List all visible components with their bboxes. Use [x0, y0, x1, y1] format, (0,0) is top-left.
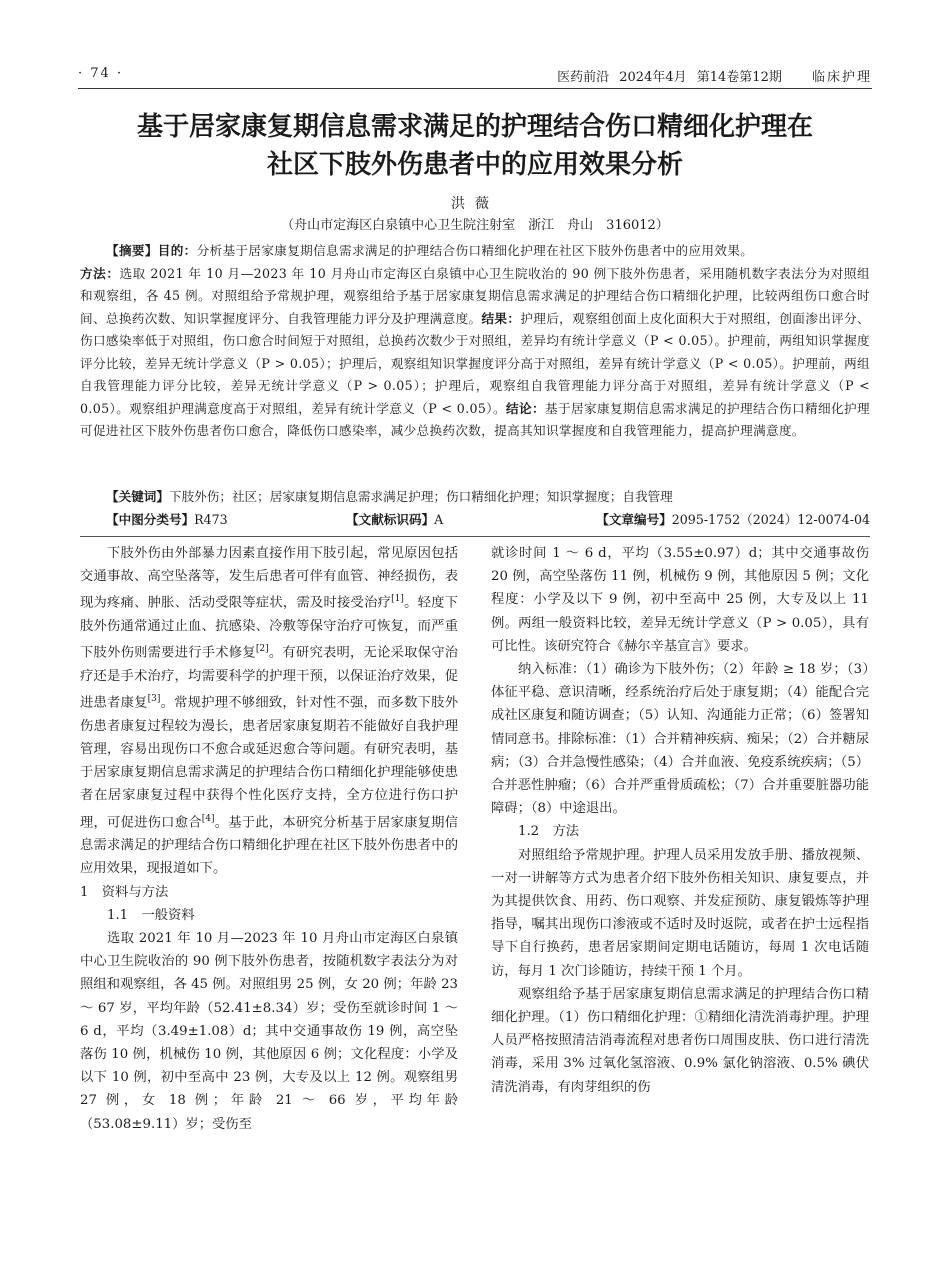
author-name: 洪薇 [451, 196, 499, 212]
control-method-paragraph: 对照组给予常规护理。护理人员采用发放手册、播放视频、一对一讲解等方式为患者介绍下肢外伤相关知识、康复要点，并为其提供饮食、用药、伤口观察、并发症预防、康复锻炼等护理指导，嘱其出现伤口渗液或不适时及时返院，或者在护士远程指导下自行换药，患者居家期间定期电话随访，每周 1 次电话随访，每月 1 次门诊随访，持续干预 1 个月。 [491, 847, 869, 979]
journal-info [551, 66, 872, 85]
citation-3: [3] [147, 694, 161, 705]
results-label: 结果： [481, 310, 521, 326]
article-number-value: 2095-1752（2024）12-0074-04 [671, 512, 870, 527]
abstract-label: 【摘要】 [106, 243, 158, 258]
general-data-continued: 就诊时间 1 ～ 6 d，平均（3.55±0.97）d；其中交通事故伤 20 例，高空坠落伤 11 例，机械伤 9 例，其他原因 5 例；文化程度：小学及以下 9 例，初中至高中 25 例，大专及以上 11 例。两组一般资料比较，差异无统计学意义（P > 0.05），具有可比性。该研究符合《赫尔辛基宣言》要求。 [491, 546, 869, 654]
abstract-divider [80, 536, 870, 537]
citation-4: [4] [201, 813, 215, 824]
doc-code-field [346, 509, 443, 528]
intro-text-5: 。基于此，本研究分析基于居家康复期信息需求满足的护理结合伤口精细化护理在社区下肢外伤患者中的应用效果，现报道如下。 [80, 814, 458, 877]
conclusion-text: 基于居家康复期信息需求满足的护理结合伤口精细化护理可促进社区下肢外伤患者伤口愈合，降低伤口感染率，减少总换药次数，提高其知识掌握度和自我管理能力，提高护理满意度。 [80, 400, 870, 438]
citation-2: [2] [255, 644, 269, 655]
issue-date: 2024年4月 [619, 70, 687, 85]
running-header [78, 64, 872, 89]
intro-text-4: 。常规护理不够细致，针对性不强，而多数下肢外伤患者康复过程较为漫长，患者居家康复期若不能做好自我护理管理，容易出现伤口不愈合或延迟愈合等问题。有研究表明，基于居家康复期信息需求满足的护理结合伤口精细化护理能够使患者在居家康复过程中获得个性化医疗支持，全方位进行伤口护理，可促进伤口愈合 [80, 695, 459, 830]
results-text: 护理后，观察组创面上皮化面积大于对照组，创面渗出评分、伤口感染率低于对照组，伤口愈合时间短于对照组，总换药次数少于对照组，差异均有统计学意义（P < 0.05）。护理前，两组知识掌握度评分比较，差异无统计学意义（P > 0.05）；护理后，观察组知识掌握度评分高于对照组，差异有统计学意义（P < 0.05）。护理前，两组自我管理能力评分比较，差异无统计学意义（P > 0.05）；护理后，观察组自我管理能力评分高于对照组，差异有统计学意义（P < 0.05）。观察组护理满意度高于对照组，差异有统计学意义（P < 0.05）。 [80, 310, 870, 416]
objective-label: 目的： [157, 243, 197, 258]
article-number-field [596, 509, 870, 528]
clc-value: R473 [194, 512, 228, 527]
issue-volume: 第14卷第12期 [696, 70, 782, 85]
body-column-right [491, 542, 869, 1099]
citation-1: [1] [391, 594, 404, 605]
article-number-label: 【文章编号】 [596, 512, 672, 527]
clc-label: 【中图分类号】 [106, 512, 195, 527]
title-line-2: 社区下肢外伤患者中的应用效果分析 [266, 150, 683, 180]
abstract [80, 240, 870, 443]
author-affiliation: （舟山市定海区白泉镇中心卫生院注射室 浙江 舟山 316012） [281, 218, 669, 233]
section-heading-1-2: 1.2 方法 [518, 824, 580, 840]
intro-text-2: 。轻度下肢外伤通常通过止血、抗感染、冷敷等保守治疗可恢复，而严重下肢外伤则需要进行手术修复 [80, 595, 459, 661]
intro-paragraph [80, 542, 458, 881]
section-heading-1-1: 1.1 一般资料 [107, 907, 195, 923]
general-data-paragraph: 选取 2021 年 10 月—2023 年 10 月舟山市定海区白泉镇中心卫生院收治的 90 例下肢外伤患者，按随机数字表法分为对照组和观察组，各 45 例。对照组男 25 例，女 20 例；年龄 23 ～ 67 岁，平均年龄（52.41±8.34）岁；受伤至就诊时间 1 ～ 6 d，平均（3.49±1.08）d；其中交通事故伤 19 例，高空坠落伤 10 例，机械伤 10 例，其他原因 6 例；文化程度：小学及以下 10 例，初中至高中 23 例，大专及以上 12 例。观察组男 27 例，女 18 例；年龄 21 ～ 66 岁，平均年龄（53.08±9.11）岁；受伤至 [80, 930, 458, 1132]
body-column-left [80, 542, 458, 1136]
intro-text-3: 。有研究表明，无论采取保守治疗还是手术治疗，均需要科学的护理干预，以保证治疗效果，促进患者康复 [80, 645, 459, 711]
intro-text-1: 下肢外伤由外部暴力因素直接作用下肢引起，常见原因包括交通事故、高空坠落等，发生后患者可伴有血管、神经损伤，表现为疼痛、肿胀、活动受限等症状，需及时接受治疗 [80, 546, 458, 611]
keywords [106, 486, 870, 508]
page-number: · 74 · [78, 66, 124, 81]
keywords-label: 【关键词】 [106, 489, 169, 504]
section-heading-1: 1 资料与方法 [80, 884, 169, 900]
doc-code-label: 【文献标识码】 [346, 512, 435, 527]
clc-field [106, 509, 228, 528]
conclusion-label: 结论： [506, 400, 546, 416]
classification-row [106, 509, 870, 531]
journal-name: 医药前沿 [557, 70, 610, 85]
doc-code-value: A [434, 512, 444, 527]
objective-text: 分析基于居家康复期信息需求满足的护理结合伤口精细化护理在社区下肢外伤患者中的应用效果。 [196, 243, 754, 258]
methods-label: 方法： [80, 265, 120, 281]
title-line-1: 基于居家康复期信息需求满足的护理结合伤口精细化护理在 [136, 112, 813, 142]
criteria-paragraph: 纳入标准：（1）确诊为下肢外伤；（2）年龄 ≥ 18 岁；（3）体征平稳、意识清晰，经系统治疗后处于康复期；（4）能配合完成社区康复和随访调查；（5）认知、沟通能力正常；（6）签署知情同意书。排除标准：（1）合并精神疾病、痴呆；（2）合并糖尿病；（3）合并急慢性感染；（4）合并血液、免疫系统疾病；（5）合并恶性肿瘤；（6）合并严重骨质疏松；（7）合并重要脏器功能障碍；（8）中途退出。 [491, 662, 869, 817]
section-name: 临床护理 [811, 70, 872, 85]
keywords-text: 下肢外伤；社区；居家康复期信息需求满足护理；伤口精细化护理；知识掌握度；自我管理 [168, 489, 673, 504]
observation-method-paragraph: 观察组给予基于居家康复期信息需求满足的护理结合伤口精细化护理。（1）伤口精细化护理：①精细化清洗消毒护理。护理人员严格按照清洁消毒流程对患者伤口周围皮肤、伤口进行清洗消毒，采用 3% 过氧化氢溶液、0.9% 氯化钠溶液、0.5% 碘伏清洗消毒，有肉芽组织的伤 [491, 986, 869, 1095]
article-title [60, 108, 890, 184]
methods-text: 选取 2021 年 10 月—2023 年 10 月舟山市定海区白泉镇中心卫生院收治的 90 例下肢外伤患者，采用随机数字表法分为对照组和观察组，各 45 例。对照组给予常规护理，观察组给予基于居家康复期信息需求满足的护理结合伤口精细化护理，比较两组伤口愈合时间、总换药次数、知识掌握度评分、自我管理能力评分及护理满意度。 [80, 265, 870, 326]
